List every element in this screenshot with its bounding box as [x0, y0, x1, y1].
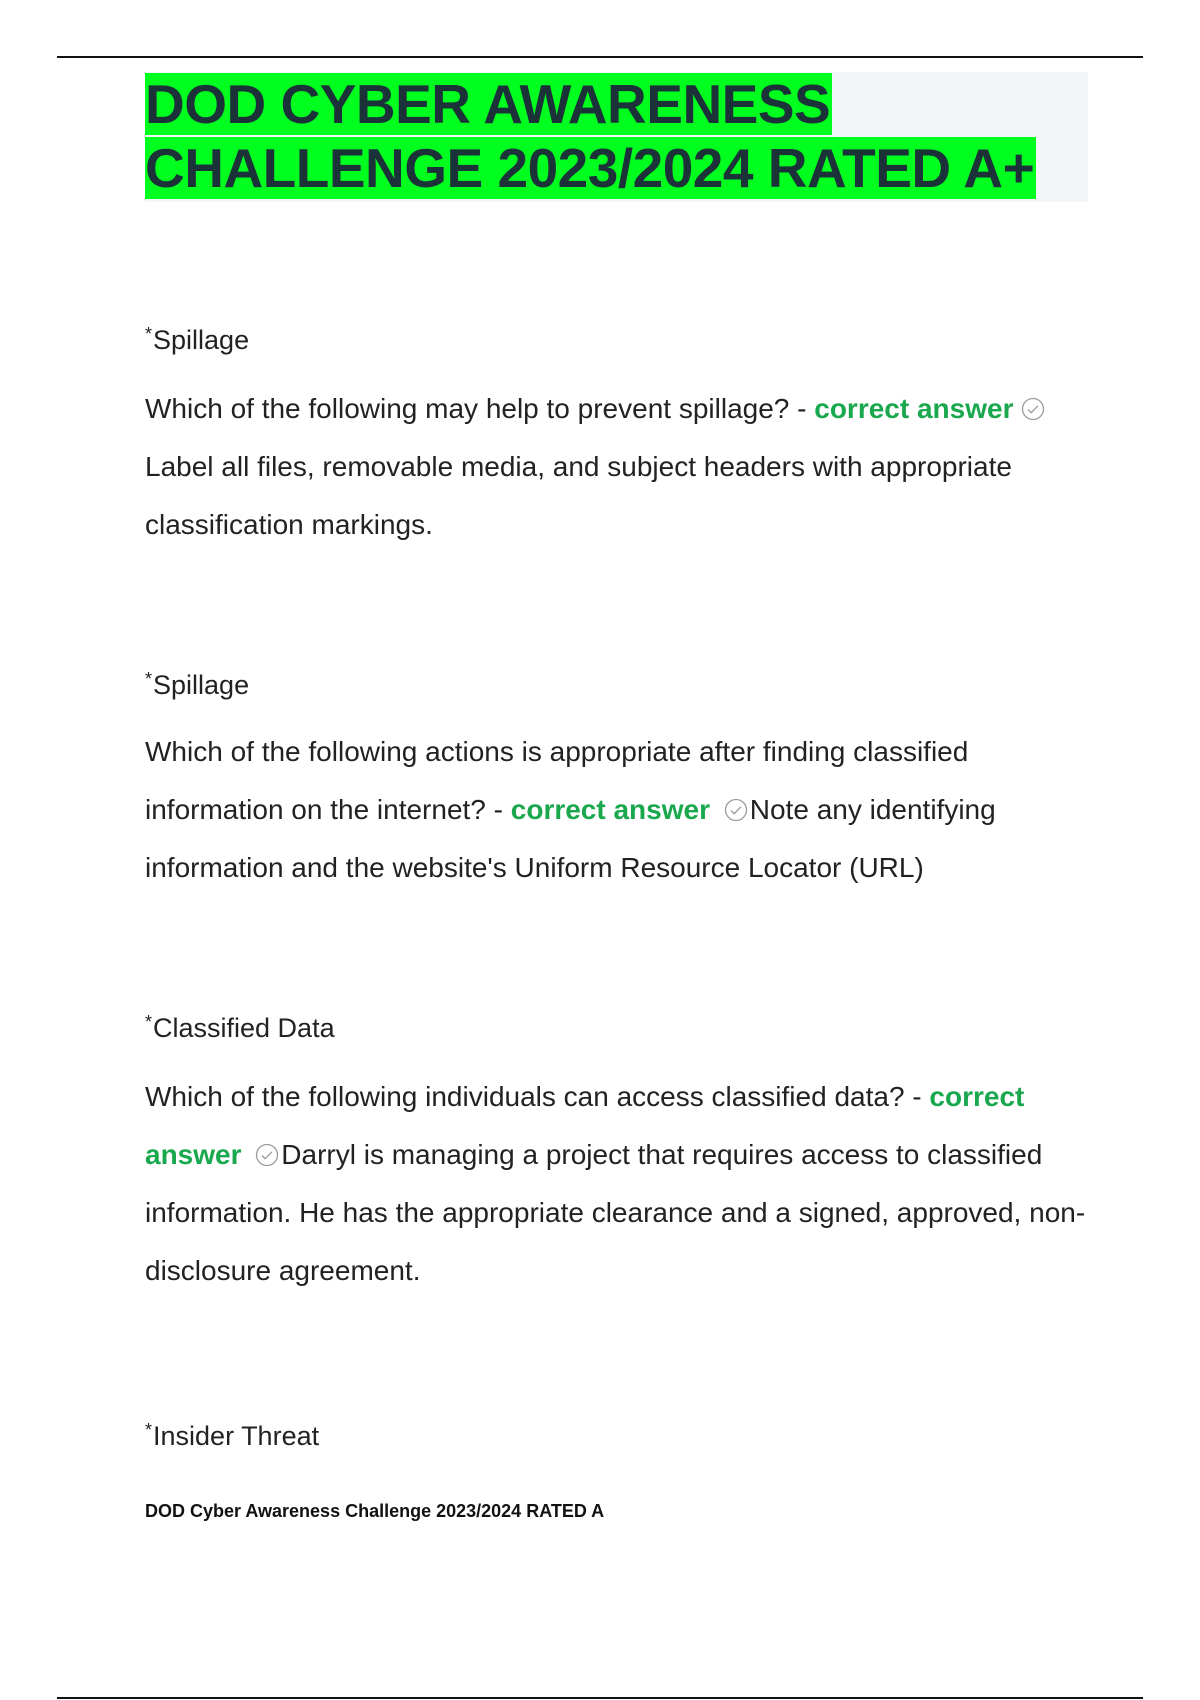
question-text: Which of the following may help to prevent spillage? -	[145, 393, 815, 424]
top-rule	[57, 56, 1143, 58]
title-block	[145, 72, 1088, 202]
topic-marker: *	[145, 669, 153, 689]
topic-marker: *	[145, 1012, 153, 1032]
correct-answer-label: correct answer	[814, 393, 1014, 424]
correct-answer-label: correct answer	[510, 794, 710, 825]
question-answer	[145, 1068, 1090, 1300]
check-circle-icon	[724, 798, 748, 822]
question-text: Which of the following actions is appropriate after finding classified information on the internet? -	[145, 736, 969, 825]
title-line-2: CHALLENGE 2023/2024 RATED A+	[145, 137, 1035, 199]
question-answer	[145, 380, 1090, 554]
check-circle-icon	[1021, 397, 1045, 421]
page-footer: DOD Cyber Awareness Challenge 2023/2024 RATED A	[145, 1501, 605, 1521]
topic-heading	[145, 1412, 1090, 1454]
qa-item	[145, 661, 1090, 897]
answer-text: Label all files, removable media, and subject headers with appropriate classification markings.	[145, 451, 1012, 540]
topic-label: Classified Data	[153, 1013, 335, 1043]
check-circle-icon	[255, 1143, 279, 1167]
topic-marker: *	[145, 1420, 153, 1440]
bottom-rule	[57, 1697, 1143, 1699]
topic-marker: *	[145, 324, 153, 344]
answer-text: Note any identifying information and the website's Uniform Resource Locator (URL)	[145, 794, 996, 883]
answer-text: Darryl is managing a project that requires access to classified information. He has the appropriate clearance and a signed, approved, non-disclosure agreement.	[145, 1139, 1086, 1286]
qa-item	[145, 1004, 1090, 1300]
document-title	[145, 72, 1088, 200]
question-answer	[145, 723, 1090, 897]
question-text: Which of the following individuals can access classified data? -	[145, 1081, 930, 1112]
topic-heading	[145, 1004, 1090, 1046]
correct-answer-label: correct answer	[145, 1081, 1025, 1170]
qa-item	[145, 1412, 1090, 1454]
qa-item	[145, 316, 1090, 554]
topic-heading	[145, 661, 1090, 703]
topic-label: Spillage	[153, 325, 250, 355]
title-line-1: DOD CYBER AWARENESS	[145, 73, 831, 135]
topic-label: Spillage	[153, 670, 250, 700]
topic-heading	[145, 316, 1090, 358]
document-content	[145, 72, 1090, 1454]
topic-label: Insider Threat	[153, 1421, 320, 1451]
